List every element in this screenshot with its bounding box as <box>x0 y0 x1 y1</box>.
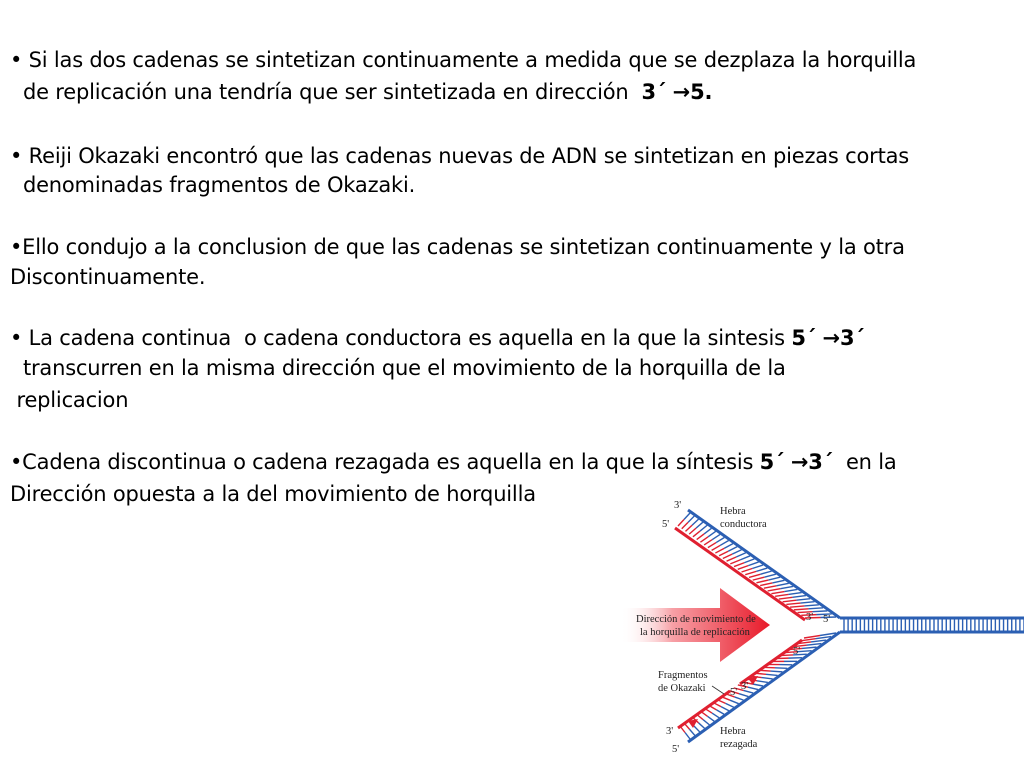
label-frag-3: 3' <box>741 681 749 692</box>
base-pair-rung <box>712 713 719 718</box>
base-pair-rung <box>684 723 689 729</box>
label-okazaki-2: de Okazaki <box>658 683 706 694</box>
label-frag-5: 5' <box>793 646 801 657</box>
base-pair-rung <box>721 707 729 711</box>
base-pair-rung <box>700 537 708 542</box>
replication-fork-diagram <box>600 490 1024 768</box>
base-pair-rung <box>734 563 744 567</box>
base-pair-rung <box>704 540 712 545</box>
label-bottom-5: 5' <box>672 744 680 755</box>
base-pair-rung <box>690 729 695 735</box>
label-lagging-1: Hebra <box>720 726 746 737</box>
base-pair-rung <box>684 513 690 520</box>
base-pair-rung <box>796 599 810 601</box>
base-pair-rung <box>705 708 712 713</box>
base-pair-rung <box>697 534 704 540</box>
base-pair-rung <box>784 589 797 591</box>
text: Dirección opuesta a la del movimiento de horquilla <box>10 482 536 506</box>
base-pair-rung <box>772 580 784 583</box>
base-pair-rung <box>697 714 703 719</box>
base-pair-rung <box>811 640 826 642</box>
base-pair-rung <box>719 551 728 556</box>
label-movement-2: la horquilla de replicación <box>640 627 750 638</box>
base-pair-rung <box>739 694 748 697</box>
base-pair-rung <box>748 687 758 689</box>
base-pair-rung <box>762 678 773 679</box>
bullet-3-line-1 <box>10 234 905 260</box>
arrow-icon: → <box>672 80 691 104</box>
base-pair-rung <box>685 733 690 740</box>
label-lag-5: 5' <box>730 687 738 698</box>
base-pair-rung <box>786 603 800 604</box>
text: de replicación una tendría que ser sintetizada en dirección <box>10 80 642 104</box>
label-leading-1: Hebra <box>720 506 746 517</box>
arrow-icon: → <box>822 326 840 350</box>
prime-5: 5. <box>690 80 713 104</box>
base-pair-rung <box>756 580 768 583</box>
label-okazaki-1: Fragmentos <box>658 670 708 681</box>
base-pair-rung <box>779 597 793 599</box>
base-pair-rung <box>775 668 787 669</box>
prime-5: 5´ <box>791 326 817 350</box>
base-pair-rung <box>693 531 700 537</box>
base-pair-rung <box>745 571 756 574</box>
base-pair-rung <box>775 594 788 596</box>
base-pair-rung <box>756 568 767 571</box>
bullet-4-line-3 <box>10 387 128 413</box>
prime-3: 3´ <box>839 326 865 350</box>
base-pair-rung <box>807 644 822 646</box>
base-pair-rung <box>760 571 771 574</box>
base-pair-rung <box>800 602 814 603</box>
label-movement-1: Dirección de movimiento de <box>636 614 756 625</box>
text: en la <box>833 450 897 474</box>
base-pair-rung <box>708 531 716 536</box>
base-pair-rung <box>704 528 711 534</box>
label-leading-2: conductora <box>720 519 767 530</box>
base-pair-rung <box>712 534 720 539</box>
base-pair-rung <box>768 589 781 591</box>
base-pair-rung <box>730 560 740 564</box>
base-pair-rung <box>757 681 768 683</box>
base-pair-rung <box>708 716 715 721</box>
base-pair-rung <box>724 544 733 549</box>
base-pair-rung <box>763 667 775 668</box>
fork-movement-arrow <box>620 588 770 662</box>
base-pair-rung <box>804 605 818 606</box>
base-pair-rung <box>776 583 788 585</box>
bullet-4-line-1 <box>10 325 865 351</box>
text: •Cadena discontinua o cadena rezagada es aquella en la que la síntesis <box>10 450 760 474</box>
text: Discontinuamente. <box>10 265 206 289</box>
base-pair-rung <box>701 711 708 716</box>
base-pair-rung <box>792 596 806 598</box>
base-pair-rung <box>800 639 816 641</box>
base-pair-rung <box>732 550 741 554</box>
base-pair-rung <box>717 710 725 714</box>
base-pair-rung <box>680 726 685 733</box>
base-pair-rung <box>760 583 772 586</box>
base-pair-rung <box>692 519 699 525</box>
bullet-5-line-2 <box>10 481 536 507</box>
base-pair-rung <box>771 592 784 594</box>
base-pair-rung <box>727 557 737 561</box>
base-pair-rung <box>779 655 793 656</box>
base-pair-rung <box>749 574 760 577</box>
bullet-2-line-1 <box>10 143 909 169</box>
base-pair-rung <box>688 516 694 522</box>
text: • Si las dos cadenas se sintetizan continuamente a medida que se dezplaza la horquilla <box>10 48 917 72</box>
base-pair-rung <box>766 674 778 675</box>
bullet-5-line-1 <box>10 449 897 475</box>
base-pair-rung <box>694 726 700 732</box>
bullet-4-line-2 <box>10 355 786 381</box>
base-pair-rung <box>685 525 692 531</box>
base-pair-rung <box>742 569 753 573</box>
label-top-3: 3' <box>674 500 682 511</box>
base-pair-rung <box>759 670 771 671</box>
base-pair-rung <box>783 600 797 602</box>
base-pair-rung <box>720 541 729 546</box>
base-pair-rung <box>790 606 804 607</box>
prime-3: 3´ <box>808 450 833 474</box>
base-pair-rung <box>713 703 721 707</box>
bullet-1-line-1 <box>10 47 916 73</box>
base-pair-rung <box>738 566 748 570</box>
base-pair-rung <box>744 559 754 563</box>
base-pair-rung <box>709 705 717 709</box>
base-pair-rung <box>696 522 703 528</box>
base-pair-rung <box>699 723 705 729</box>
arrow-icon: → <box>790 450 809 474</box>
label-fork-5: 5' <box>823 614 831 625</box>
base-pair-rung <box>788 593 801 595</box>
text: • La cadena continua o cadena conductora es aquella en la que la sintesis <box>10 326 792 350</box>
text: denominadas fragmentos de Okazaki. <box>10 173 416 197</box>
base-pair-rung <box>802 647 817 648</box>
base-pair-rung <box>715 548 724 553</box>
bullet-2-line-2 <box>10 172 415 198</box>
base-pair-rung <box>748 562 758 566</box>
base-pair-rung <box>812 611 827 612</box>
base-pair-rung <box>808 608 823 609</box>
base-pair-rung <box>703 720 709 725</box>
label-lagging-2: rezagada <box>720 739 758 750</box>
base-pair-rung <box>780 586 793 588</box>
text: • Reiji Okazaki encontró que las cadenas nuevas de ADN se sintetizan en piezas cortas <box>10 144 910 168</box>
parent-duplex <box>840 618 1024 632</box>
prime-5: 5´ <box>759 450 785 474</box>
bullet-3-line-2 <box>10 264 205 290</box>
label-bottom-3: 3' <box>666 726 674 737</box>
prime-3: 3´ <box>641 80 667 104</box>
base-pair-rung <box>721 697 730 701</box>
base-pair-rung <box>764 574 776 577</box>
base-pair-rung <box>730 700 739 704</box>
base-pair-rung <box>723 554 732 558</box>
base-pair-rung <box>682 522 688 528</box>
base-pair-rung <box>716 537 724 542</box>
text: replicacion <box>10 388 129 412</box>
base-pair-rung <box>740 556 750 560</box>
base-pair-rung <box>700 525 707 531</box>
base-pair-rung <box>736 553 746 557</box>
base-pair-rung <box>753 684 764 686</box>
base-pair-rung <box>678 520 684 527</box>
label-top-5: 5' <box>662 519 670 530</box>
base-pair-rung <box>804 636 820 639</box>
base-pair-rung <box>728 547 737 552</box>
base-pair-rung <box>768 577 780 580</box>
base-pair-rung <box>708 543 716 548</box>
label-fork-3: 3' <box>806 612 814 623</box>
bullet-1-line-2 <box>10 79 712 105</box>
base-pair-rung <box>752 565 763 569</box>
base-pair-rung <box>712 545 721 550</box>
base-pair-rung <box>764 586 776 588</box>
base-pair-rung <box>689 528 696 534</box>
text: •Ello condujo a la conclusion de que las cadenas se sintetizan continuamente y la otra <box>10 235 905 259</box>
base-pair-rung <box>717 700 725 704</box>
base-pair-rung <box>753 577 765 580</box>
base-pair-rung <box>771 671 783 672</box>
base-pair-rung <box>794 609 809 610</box>
text: transcurren en la misma dirección que el movimiento de la horquilla de la <box>10 356 786 380</box>
base-pair-rung <box>726 703 734 707</box>
